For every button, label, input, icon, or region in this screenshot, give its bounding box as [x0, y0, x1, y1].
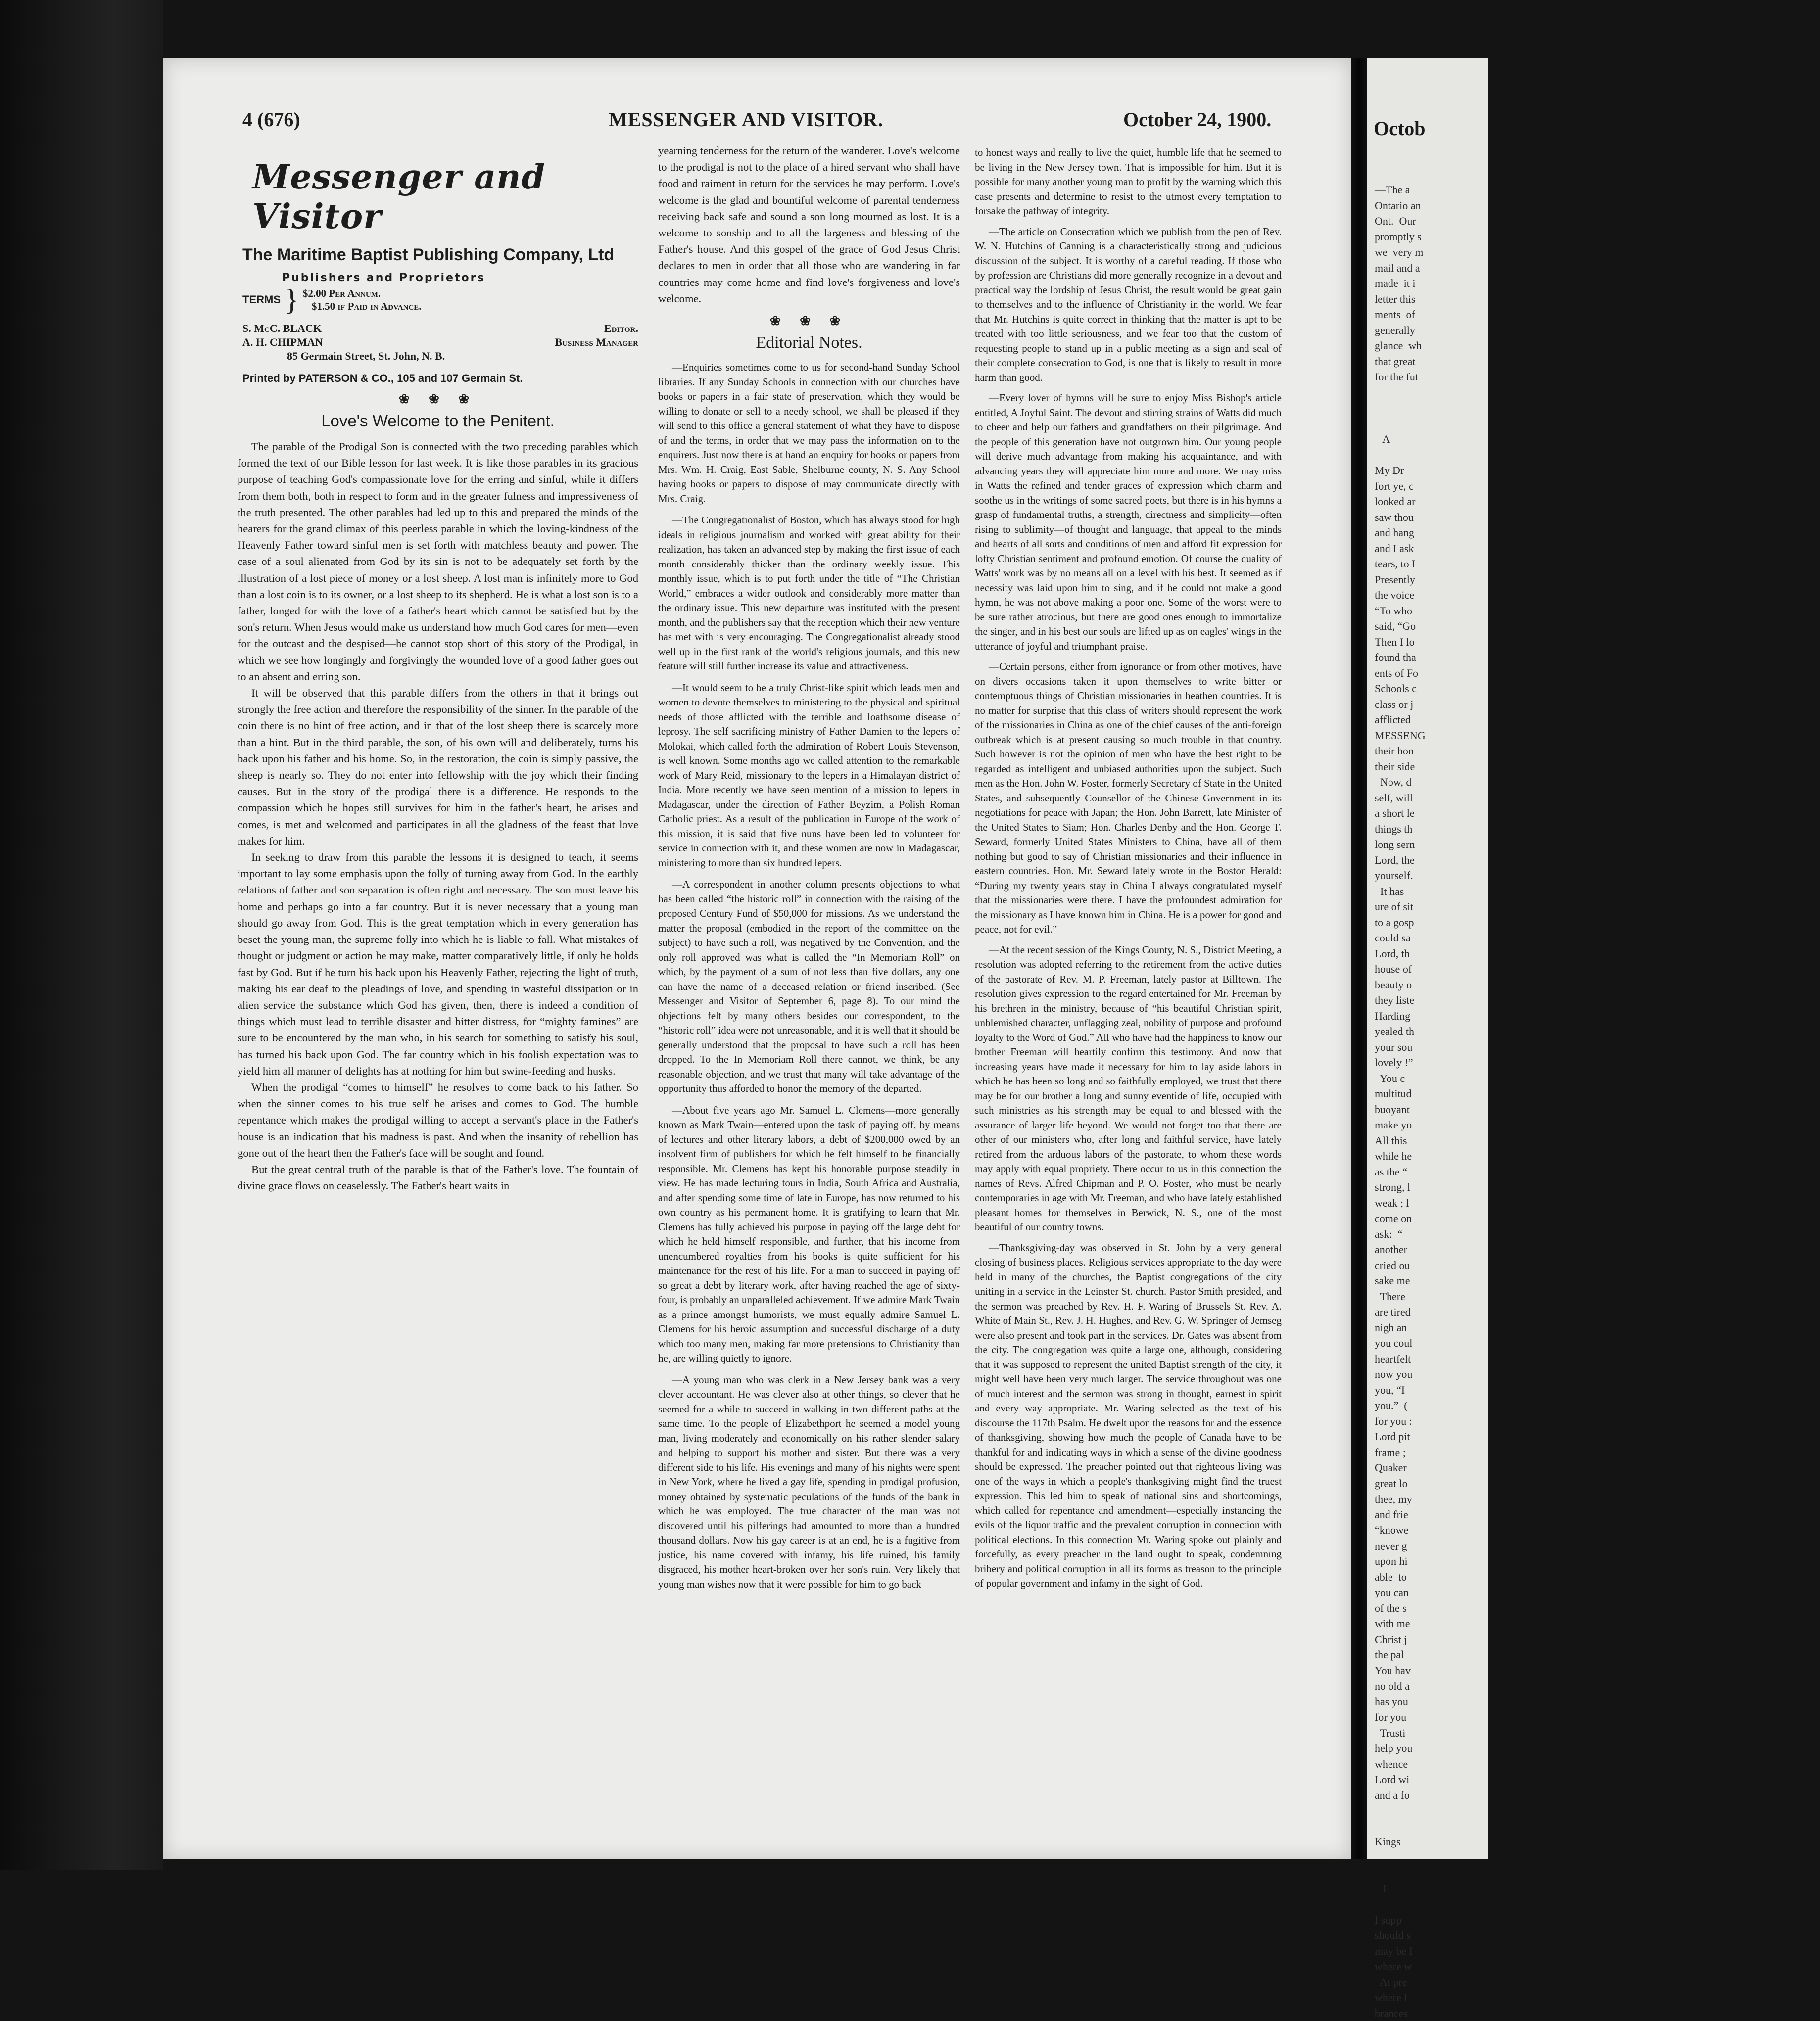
editorial-note: to honest ways and really to live the quiet, humble life that he seemed to be living in the New Jersey town. That is impossible for him. But it is possible for many another young man to profit by the warning which this case presents and determine to resist to the utmost every temptation to forsake the pathway of integrity. — [975, 146, 1282, 217]
ornament-divider: ❀ ❀ ❀ — [398, 392, 478, 406]
editorial-note: —At the recent session of the Kings County, N. S., District Meeting, a resolution was adopted referring to the retirement from the active duties of the pastorate of Rev. M. P. Freeman, lately pastor at Billtown. The resolution gives expression to the regard entertained for Mr. Freeman by his brethren in the ministry, because of “his beautiful Christian spirit, unblemished character, unflagging zeal, nobility of purpose and profound loyalty to the Word of God.” All who have had the happiness to know our brother Freeman will heartily confirm this testimony. And now that increasing years have made it necessary for him to lay aside labors in which he has been so long and so faithfully employed, we trust that there may be for our brother a long and sunny eventide of life, occupied with such ministries as his strength may be equal to and blessed with the assurance of larger life beyond. We would not forget too that there are other of our ministers who, after long and faithful service, have lately retired from the arduous labors of the pastorate, to whom these words may apply with equal propriety. There occur to us in this connection the names of Revs. Alfred Chipman and P. O. Foster, who must be nearly contemporaries in age with Mr. Freeman, and who have lately established pleasant homes for themselves in Berwick, N. S., one of the most beautiful of our country towns. — [975, 943, 1282, 1233]
editorial-note: —Certain persons, either from ignorance or from other motives, have on divers occasions taken it upon themselves to write bitter or contemptuous things of Christian missionaries in heathen countries. It is no matter for surprise that this class of writers should represent the work of the missionaries in China as one of the chief causes of the anti-foreign outbreak which is at present causing so much trouble in that country. Such however is not the opinion of men who have the best right to be regarded as intelligent and unbiased authorities upon the subject. Such men as the Hon. John W. Foster, formerly Secretary of State in the United States, and subsequently Counsellor of the Chinese Government in its negotiations for peace with Japan; the Hon. John Barrett, late Minister of the United States to Siam; Hon. Charles Denby and the Hon. George T. Seward, formerly United States Ministers to China, have all of them nothing but good to say of Christian missionaries and their influence in eastern countries. Hon. Mr. Seward lately wrote in the Boston Herald: “During my twenty years stay in China I always congratulated myself that the missionaries were there. I have the profoundest admiration for the missionary as I have known him in China. He is a power for good and peace, not for evil.” — [975, 660, 1282, 935]
editorial-notes-continued — [975, 145, 1282, 1591]
article-continuation — [658, 142, 960, 307]
staff-row — [242, 335, 638, 349]
paragraph: It will be observed that this parable differs from the others in that it brings out strongly the free action and therefore the responsibility of the sinner. In the parable of the coin there is no hint of free action, and in that of the lost sheep there is scarcely more than a hint. But in the third parable, the son, of his own will and deliberately, turns his back upon his father and his home. So, in the restoration, the coin is simply passive, the sheep is nearly so. They do not enter into fellowship with the joy which their finding causes. But in the story of the prodigal there is a difference. He responds to the compassion which he hopes still survives for him in the father's heart, he arises and comes, is met and welcomed and participates in all the gladness of the feast that love makes for him. — [238, 687, 638, 847]
terms-price-1: $2.00 Per Annum. — [302, 287, 381, 299]
column-1 — [238, 142, 638, 1194]
paragraph: But the great central truth of the parable is that of the Father's love. The fountain of divine grace flows on ceaselessly. The Father's heart waits in — [238, 1163, 638, 1192]
editorial-note: —The Congregationalist of Boston, which has always stood for high ideals in religious journalism and worked with great ability for their realization, has taken an advanced step by making the first issue of each month considerably thicker than the ordinary weekly issue. This monthly issue, which is to put forth under the title of “The Christian World,” embraces a wider outlook and considerably more matter than the ordinary issue. This new departure was instituted with the present month, and the publishers say that the reception which their new venture has met with is very encouraging. The Congregationalist already stood well up in the first rank of the world's religious journals, and this new feature will still further increase its value and attractiveness. — [658, 514, 960, 672]
editorial-heading: Editorial Notes. — [756, 333, 862, 352]
publishers-line: Publishers and Proprietors — [282, 272, 485, 284]
ornament-divider: ❀ ❀ ❀ — [769, 314, 849, 329]
editorial-note: —The article on Consecration which we publish from the pen of Rev. W. N. Hutchins of Canning is a characteristically strong and judicious discussion of the subject. It is worthy of a careful reading. If those who by profession are Christians did more generally recognize in a devout and practical way the lordship of Jesus Christ, the result would be great gain to themselves and to the influence of Christianity in the world. We fear that Mr. Hutchins is quite correct in thinking that the matter is apt to be treated with too little seriousness, and we fear too that the custom of requesting people to stand up in a public meeting as a sign and seal of their complete consecration to God, is one that is likely to result in more harm than good. — [975, 225, 1282, 383]
page-gutter — [1351, 58, 1367, 1859]
editorial-note: —Enquiries sometimes come to us for second-hand Sunday School libraries. If any Sunday Schools in connection with our churches have books or papers in a fair state of preservation, which they would be willing to donate or sell to a needy school, we shall be pleased if they will send to this office a general statement of what they have to dispose of and the terms, in order that we may pass the information on to the enquirers. Just now there is at hand an enquiry for books or papers from Mrs. Wm. H. Craig, East Sable, Shelburne county, N. S. Any School having books or papers to dispose of may communicate directly with Mrs. Craig. — [658, 361, 960, 505]
running-head — [163, 108, 1351, 142]
microfilm-border-left — [0, 0, 163, 1870]
editorial-note: —A correspondent in another column presents objections to what has been called “the historic roll” in connection with the raising of the proposed Century Fund of $50,000 for missions. As we understand the matter the proposal (embodied in the report of the committee on the subject) to have such a roll, was negatived by the Convention, and the only roll approved was what is called the “In Memoriam Roll” on which, by the payment of a sum of not less than five dollars, any one can have the name of a deceased relation or friend inscribed. (See Messenger and Visitor of September 6, page 8). To our mind the objections felt by many others besides our correspondent, to the “historic roll” idea were not unreasonable, and it is well that it should be generally understood that the proposal to have such a roll has been dropped. To the In Memoriam Roll there cannot, we think, be any reasonable objection, and we trust that many will take advantage of the opportunity thus afforded to honor the memory of the departed. — [658, 878, 960, 1095]
brace-icon: } — [285, 283, 299, 316]
paragraph: The parable of the Prodigal Son is connected with the two preceding parables which formed the text of our Bible lesson for last week. It is like those parables in its gracious purpose of teaching God's compassionate love for the erring and sinful, while it differs from them both, both in respect to form and in the greater fulness and impressiveness of the truth presented. The other parables had led up to this and prepared the minds of the hearers for the grand climax of this peerless parable in which the loving-kindness of the Heavenly Father toward sinful men is set forth with matchless beauty and power. The case of a soul alienated from God by its sin is not to be adequately set forth by the illustration of a lost piece of money or a lost sheep. A lost man is infinitely more to God than a lost coin is to its owner, or a lost sheep to its shepherd. He is what a lost son is to a father, longed for with the love of a father's heart which cannot be satisfied but by the son's return. When Jesus would make us understand how much God cares for men—even for the outcast and the despised—he cannot stop short of this story of the Prodigal, in which we see how longingly and forgivingly the wounded love of a good father goes out to an absent and erring son. — [238, 440, 638, 683]
issue-date: October 24, 1900. — [1123, 108, 1272, 131]
column-2 — [658, 142, 960, 1598]
paragraph: When the prodigal “comes to himself” he resolves to come back to his father. So when the sinner comes to his true self he arises and comes to God. The humble repentance which makes the prodigal willing to accept a servant's place in the Father's house is an indication that his madness is past. And when the insanity of rebellion has gone out of the heart then the Father's face will be sought and found. — [238, 1081, 638, 1159]
staff-listing — [242, 322, 638, 363]
staff-name: S. McC. BLACK — [242, 322, 322, 334]
staff-row — [242, 322, 638, 335]
page-number: 4 (676) — [242, 108, 300, 131]
editorial-note: —A young man who was clerk in a New Jersey bank was a very clever accountant. He was clever also at other things, so clever that he seemed for a while to succeed in walking in two different paths at the same time. To the people of Elizabethport he seemed a model young man, living moderately and economically on his rather slender salary and helping to support his mother and sister. But there was a very different side to his life. His evenings and many of his nights were spent in New York, where he lived a gay life, spending in prodigal profusion, money obtained by systematic peculations of the funds of the bank in which he was employed. The true character of the man was not discovered until his pilferings had amounted to more than a hundred thousand dollars. Now his gay career is at an end, he is a fugitive from justice, his name covered with infamy, his life ruined, his family disgraced, his mother heart-broken over her son's ruin. Very likely that young man wishes now that it were possible for him to go back — [658, 1373, 960, 1590]
staff-name: A. H. CHIPMAN — [242, 336, 323, 348]
editorial-note: —Thanksgiving-day was observed in St. John by a very general closing of business places. Religious services appropriate to the day were held in many of the churches, the Baptist congregations of the city uniting in a service in the Leinster St. church. Pastor Smith presided, and the sermon was preached by Rev. H. F. Waring of Brussels St. Rev. A. White of Main St., Rev. J. H. Hughes, and Rev. G. W. Springer of Jemseg were also present and took part in the services. Dr. Gates was absent from the city. The congregation was quite a large one, although, considering that it was supposed to represent the united Baptist strength of the city, it might well have been very much larger. The service throughout was one of much interest and the sermon was strong in thought, earnest in spirit and every way appropriate. Mr. Waring selected as the text of his discourse the 117th Psalm. He dwelt upon the reasons for and the essence of thanksgiving, showing how much the people of Canada have to be thankful for and indicating ways in which a sense of the divine goodness should be expressed. The preacher pointed out that righteous living was one of the ways in which a people's thanksgiving might find the truest expression. This led him to speak of national sins and shortcomings, which called for repentance and amendment—especially instancing the evils of the liquor traffic and the prevalent corruption in connection with political elections. In this connection Mr. Waring spoke out plainly and forcefully, as every preacher in the land ought to speak, condemning bribery and political corruption in all its forms as treason to the principle of popular government and infamy in the sight of God. — [975, 1241, 1282, 1589]
staff-role: Editor. — [604, 322, 638, 334]
paragraph: In seeking to draw from this parable the lessons it is designed to teach, it seems important to lay some emphasis upon the folly of turning away from God. In the earthly relations of father and son separation is often right and necessary. The son must leave his home and perhaps go into a far country. But it is never necessary that a young man should go away from God. This is the great temptation which in every generation has beset the young man, the supreme folly into which he is liable to fall. What mistakes of thought or judgment or action he may make, matter comparatively little, if only he holds fast by God. But if he turn his back upon his Heavenly Father, rejecting the light of truth, making his ear deaf to the pleadings of love, and spending in wasteful dissipation or in alien service the substance which God has given, then, there is indeed a condition of things which must lead to terrible disaster and bitter distress, for “mighty famines” are sure to be encountered by the man who, in his search for something to satisfy his soul, has turned his back upon God. The far country which in his foolish expectation was to yield him all manner of delights has at nothing for him but swine-feeding and husks. — [238, 851, 638, 1077]
editorial-note: —About five years ago Mr. Samuel L. Clemens—more generally known as Mark Twain—entered upon the task of paying off, by means of lectures and other literary labors, a debt of $200,000 owed by an insolvent firm of publishers for which he felt himself to be financially responsible. Mr. Clemens has kept his honorable purpose steadily in view. He has made lecturing tours in India, South Africa and Australia, and after spending some time of late in Europe, has now returned to his own country as his permanent home. It is gratifying to learn that Mr. Clemens has fully achieved his purpose in paying off the large debt for which he held himself responsible, and further, that his income from unencumbered royalties from his books is quite sufficient for his maintenance for the rest of his life. For a man to succeed in paying off so great a debt by literary work, after having reached the age of sixty-four, is probably an unparalleled achievement. If we admire Mark Twain as a prince amongst humorists, we must equally admire Samuel L. Clemens for his heroic assumption and successful discharge of a duty which too many men, making far more pretensions to Christianity than he, are willing quietly to ignore. — [658, 1104, 960, 1364]
article-body — [238, 438, 638, 1194]
masthead-title: Messenger and Visitor — [252, 157, 546, 236]
article-heading: Love's Welcome to the Penitent. — [321, 412, 555, 430]
editorial-note: —It would seem to be a truly Christ-like spirit which leads men and women to devote themselves to ministering to the physical and spiritual needs of those afflicted with the terrible and loathsome disease of leprosy. The self sacrificing ministry of Father Damien to the lepers of Molokai, which called forth the admiration of Robert Louis Stevenson, is well known. Some months ago we called attention to the remarkable work of Mary Reid, missionary to the lepers in a Himalayan district of India. More recently we have seen mention of a mission to lepers in Madagascar, under the direction of Father Beyzim, a Polish Roman Catholic priest. As a result of the publication in Europe of the work of this mission, it is said that five nuns have been led to volunteer for service in connection with it, and these women are now in Madagascar, ministering to more than six hundred lepers. — [658, 681, 960, 869]
adjacent-page-fragment — [1367, 58, 1488, 2020]
newspaper-page — [163, 58, 1351, 1859]
editorial-note: —Every lover of hymns will be sure to enjoy Miss Bishop's article entitled, A Joyful Saint. The devout and stirring strains of Watts did much to cheer and help our fathers and grandfathers on their pilgrimage. And the people of this generation have not outgrown him. Our young people will derive much advantage from making his acquaintance, and with advancing years they will appreciate him more and more. We may miss in Watts the refined and tender graces of expression which charm and soothe us in the writings of some sacred poets, but there is in his hymns a grasp of fundamental truths, a strength, directness and simplicity—often rising to sublimity—of thought and language, that appeal to the minds and hearts of all sorts and conditions of men and afford fit expression for lofty Christian sentiment and profound emotion. Of course the quality of Watts' work was by no means all on a level with his best. It seemed as if necessity was laid upon him to sing, and if he could not make a good hymn, he was not above making a poor one. Some of the worst were to be sure rather atrocious, but there are good ones enough to immortalize the singer, and in his best our souls are lifted up as on eagles' wings in the utterance of joyful and triumphant praise. — [975, 392, 1282, 652]
newspaper-title: MESSENGER AND VISITOR. — [609, 108, 884, 131]
terms-label: TERMS — [242, 293, 281, 306]
subscription-terms — [242, 283, 638, 316]
paragraph: yearning tenderness for the return of the wanderer. Love's welcome to the prodigal is not to the place of a hired servant who shall have food and raiment in return for the services he may perform. Love's welcome is the glad and bountiful welcome of parental tenderness receiving back safe and sound a son long mourned as lost. It is a welcome to sonship and to all the largeness and blessing of the Father's house. And this gospel of the grace of God Jesus Christ declares to men in order that all those who are wandering in far countries may come home and find love's forgiveness and love's welcome. — [658, 144, 960, 305]
terms-price-2: $1.50 if Paid in Advance. — [311, 300, 422, 312]
editorial-notes — [658, 360, 960, 1592]
staff-role: Business Manager — [555, 336, 638, 348]
printer-line: Printed by PATERSON & CO., 105 and 107 Germain St. — [242, 372, 523, 384]
column-3 — [975, 145, 1282, 1597]
office-address: 85 Germain Street, St. John, N. B. — [287, 350, 445, 362]
publisher-name: The Maritime Baptist Publishing Company, Ltd — [242, 245, 615, 264]
adjacent-page-text: —The a Ontario an Ont. Our promptly s we very m mail and a made it i letter this ments of generally glance wh that great for the fut A My Dr fort ye, c looked ar saw thou and hang and I ask tears, to I Presently the voice “To who said, “Go Then I lo found tha ents of Fo Schools c class or j afflicted MESSENG their hon their side Now, d self, will a short le things th long sern Lord, the yourself. It has ure of sit to a gosp could sa Lord, th house of beauty o they liste Harding yealed th your sou lovely !” You c multitud buoyant make yo All this while he as the “ strong, l weak ; l come on ask: “ another cried ou sake me There are tired nigh an you coul heartfelt now you you, “I you.” ( for you : Lord pit frame ; Quaker great lo thee, my and frie “knowe never g upon hi able to you can of the s with me Christ j the pal You hav no old a has you for you Trusti help you whence Lord wi and a fo Kings I I supp should s may be I where w At pre where I brances — [1375, 184, 1426, 2020]
adjacent-page-header: Octob — [1374, 117, 1426, 140]
